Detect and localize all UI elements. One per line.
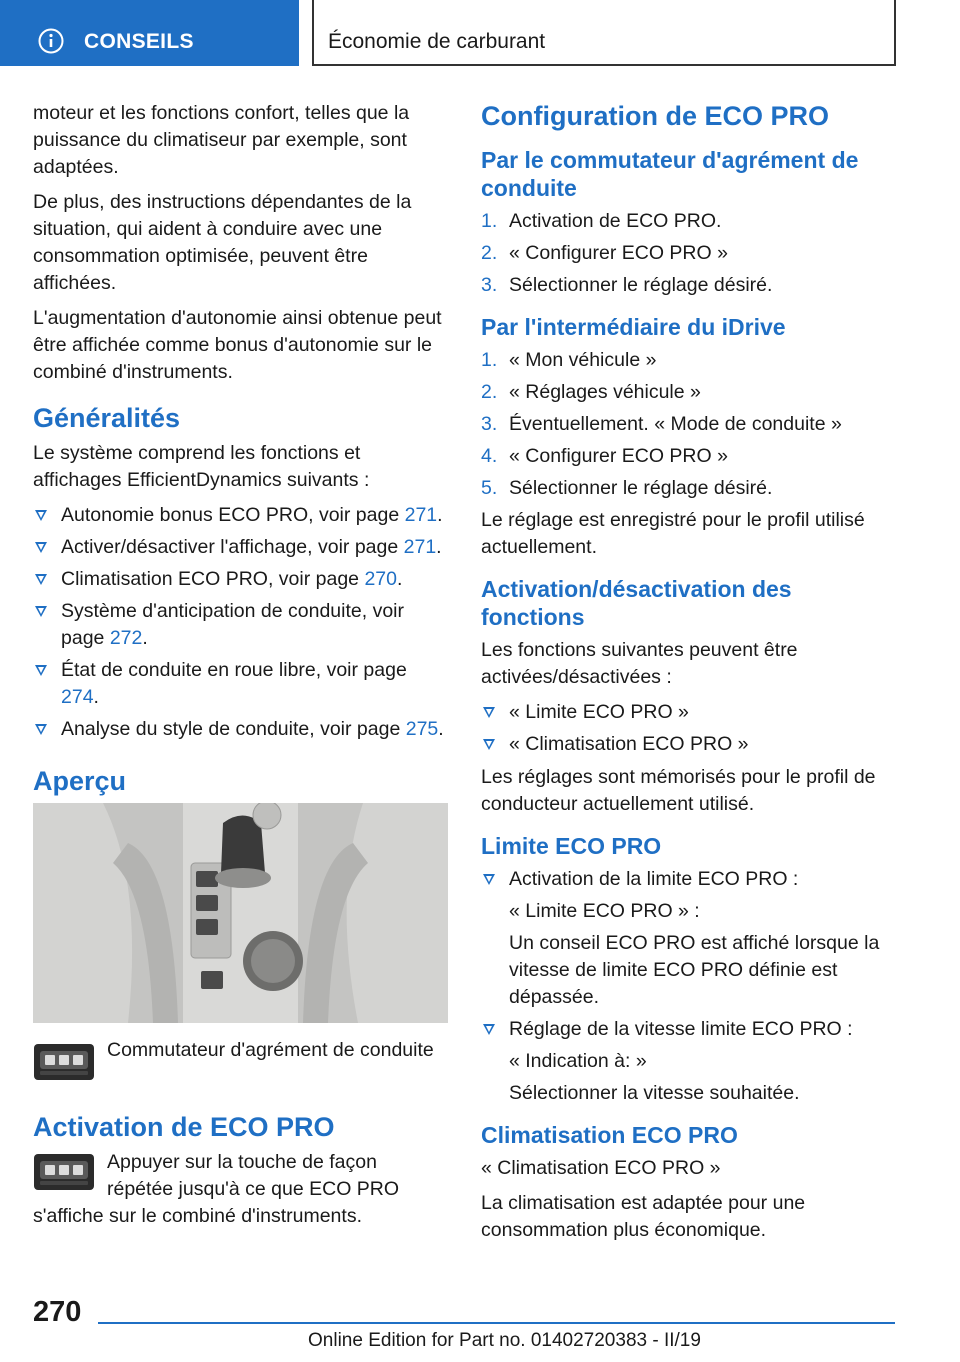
figure-caption — [33, 1037, 448, 1087]
triangle-bullet-icon — [483, 874, 495, 885]
climatisation-text: La climatisation est adaptée pour une consommation plus économique. — [481, 1192, 806, 1241]
activation-text: Appuyer sur la touche de façon répétée jusqu'à ce que ECO PRO s'affiche sur le combiné d'instruments. — [33, 1151, 400, 1227]
idrive-heading: Par l'intermédiaire du iDrive — [481, 314, 786, 340]
edition-text: Online Edition for Part no. 01402720383 - II/19 — [308, 1330, 701, 1351]
generalites-list — [33, 502, 448, 743]
triangle-bullet-icon — [483, 1024, 495, 1035]
list-item: Activation de la limite ECO PRO : « Limite ECO PRO » : Un conseil ECO PRO est affiché lorsque la vitesse de limite ECO PRO définie est dépassée. — [481, 866, 896, 1011]
step-item: 5. Sélectionner le réglage désiré. — [481, 477, 773, 499]
list-item: État de conduite en roue libre, voir page 274. — [33, 657, 448, 711]
caption-text: Commutateur d'agrément de conduite — [107, 1039, 434, 1061]
chapter-title: Économie de carburant — [328, 30, 546, 53]
activation-fonctions-text: Les fonctions suivantes peuvent être activées/désactivées : — [481, 639, 798, 688]
list-item: Autonomie bonus ECO PRO, voir page 271. — [33, 502, 448, 529]
apercu-heading: Aperçu — [33, 766, 127, 796]
page-link[interactable]: 271 — [403, 536, 437, 558]
list-item: Activer/désactiver l'affichage, voir page 271. — [33, 534, 448, 561]
page-link[interactable]: 270 — [364, 568, 397, 590]
list-item: « Climatisation ECO PRO » — [481, 731, 896, 758]
limite-list — [481, 866, 896, 1107]
left-column — [33, 100, 448, 1238]
step-item: 4. « Configurer ECO PRO » — [481, 445, 728, 467]
page-header — [0, 0, 960, 66]
commutateur-steps — [481, 208, 896, 299]
limite-heading: Limite ECO PRO — [481, 833, 662, 859]
triangle-bullet-icon — [35, 606, 47, 617]
driving-experience-switch-icon — [33, 1043, 95, 1081]
triangle-bullet-icon — [35, 724, 47, 735]
climatisation-heading: Climatisation ECO PRO — [481, 1122, 738, 1148]
step-item: 1. Activation de ECO PRO. — [481, 210, 722, 232]
triangle-bullet-icon — [35, 665, 47, 676]
config-heading: Configuration de ECO PRO — [481, 101, 829, 131]
activation-block — [33, 1149, 448, 1230]
list-item: Analyse du style de conduite, voir page 275. — [33, 716, 448, 743]
page-link[interactable]: 274 — [61, 686, 94, 708]
list-item: Système d'anticipation de conduite, voir page 272. — [33, 598, 448, 652]
activation-fonctions-list — [481, 699, 896, 758]
info-icon — [38, 28, 64, 54]
idrive-note: Le réglage est enregistré pour le profil utilisé actuellement. — [481, 509, 865, 558]
section-tab[interactable] — [0, 0, 299, 66]
idrive-steps — [481, 347, 896, 502]
page-link[interactable]: 271 — [404, 504, 438, 526]
triangle-bullet-icon — [483, 739, 495, 750]
step-item: 3. Éventuellement. « Mode de conduite » — [481, 413, 842, 435]
activation-fonctions-heading: Activation/désactivation des fonctions — [481, 576, 792, 630]
intro-paragraph: L'augmentation d'autonomie ainsi obtenue peut être affichée comme bonus d'autonomie sur le combiné d'instruments. — [33, 307, 442, 383]
list-item: « Limite ECO PRO » — [481, 699, 896, 726]
step-item: 3. Sélectionner le réglage désiré. — [481, 274, 773, 296]
intro-paragraph: De plus, des instructions dépendantes de la situation, qui aident à conduire avec une consommation optimisée, peuvent être affichées. — [33, 191, 412, 294]
driving-experience-switch-icon — [33, 1153, 95, 1191]
generalites-heading: Généralités — [33, 403, 181, 433]
triangle-bullet-icon — [483, 707, 495, 718]
intro-paragraph: moteur et les fonctions confort, telles que la puissance du climatiseur par exemple, sont adaptées. — [33, 102, 410, 178]
activation-fonctions-note: Les réglages sont mémorisés pour le profil de conducteur actuellement utilisé. — [481, 766, 876, 815]
list-item: Climatisation ECO PRO, voir page 270. — [33, 566, 448, 593]
triangle-bullet-icon — [35, 510, 47, 521]
generalites-text: Le système comprend les fonctions et affichages EfficientDynamics suivants : — [33, 442, 370, 491]
right-column — [481, 100, 896, 1252]
chapter-title-box — [312, 0, 896, 66]
center-console-photo — [33, 803, 448, 1023]
step-item: 1. « Mon véhicule » — [481, 349, 657, 371]
triangle-bullet-icon — [35, 542, 47, 553]
page-number: 270 — [33, 1296, 82, 1328]
climatisation-line: « Climatisation ECO PRO » — [481, 1157, 721, 1179]
page-link[interactable]: 275 — [405, 718, 439, 740]
step-item: 2. « Configurer ECO PRO » — [481, 242, 728, 264]
list-item: Réglage de la vitesse limite ECO PRO : « Indication à: » Sélectionner la vitesse souhaitée. — [481, 1016, 896, 1107]
step-item: 2. « Réglages véhicule » — [481, 381, 701, 403]
page-link[interactable]: 272 — [109, 627, 143, 649]
section-tab-label: CONSEILS — [84, 30, 194, 53]
triangle-bullet-icon — [35, 574, 47, 585]
commutateur-heading: Par le commutateur d'agrément de conduite — [481, 147, 859, 201]
console-illustration — [33, 803, 448, 1023]
activation-heading: Activation de ECO PRO — [33, 1112, 335, 1142]
footer-divider — [98, 1322, 895, 1324]
